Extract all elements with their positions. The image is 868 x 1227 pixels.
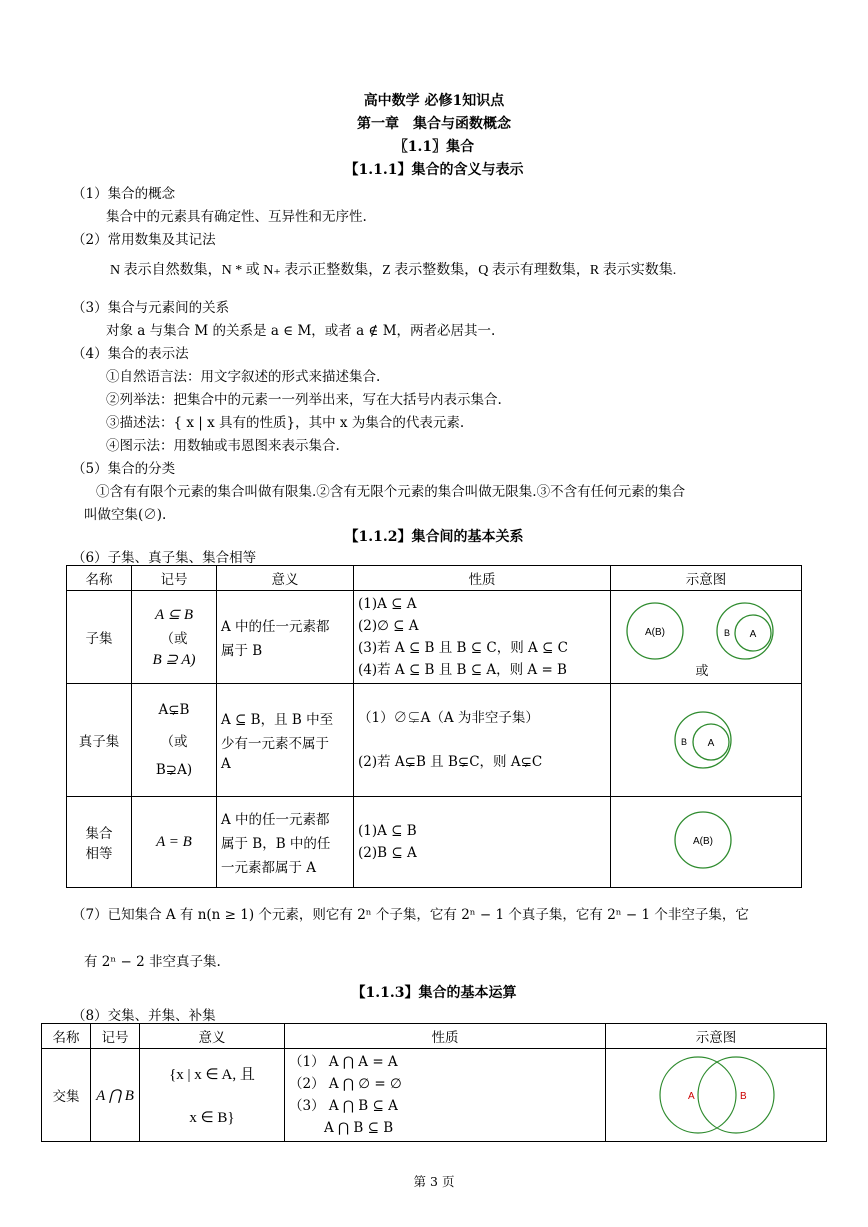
page-number: 第 3 页 <box>413 1174 455 1189</box>
name-line: 相等 <box>85 846 113 862</box>
row-properties <box>354 797 611 888</box>
property-line: （2） A ⋂ ∅ = ∅ <box>289 1076 402 1092</box>
text-classification-1: ①含有有限个元素的集合叫做有限集.②含有无限个元素的集合叫做无限集.③不含有任何元素的集合 <box>96 484 686 500</box>
row-symbol: A ⋂ B <box>91 1049 140 1142</box>
property-line: (4)若 A ⊆ B 且 B ⊆ A，则 A = B <box>358 662 567 678</box>
subset-relations-table <box>66 565 802 888</box>
row-meaning <box>217 797 354 888</box>
row-diagram <box>611 684 802 797</box>
venn-label: A(B) <box>693 836 713 847</box>
text-subset-count-2: 有 2ⁿ − 2 非空真子集. <box>84 954 221 970</box>
col-properties: 性质 <box>285 1024 606 1049</box>
symbol-line: （或 <box>160 734 188 750</box>
subsection-title-1: 【1.1.1】集合的含义与表示 <box>344 162 524 178</box>
method-description: ③描述法：{ x | x 具有的性质}，其中 x 为集合的代表元素. <box>106 415 465 431</box>
row-diagram <box>611 797 802 888</box>
property-line: (2)∅ ⊆ A <box>358 618 419 634</box>
meaning-line: 一元素都属于 A <box>221 860 317 876</box>
table-row <box>67 797 802 888</box>
table-row <box>67 684 802 797</box>
text-classification-2: 叫做空集(∅). <box>84 507 167 523</box>
set-operations-table <box>41 1023 827 1142</box>
col-meaning: 意义 <box>217 566 354 591</box>
meaning-line: A <box>221 756 231 772</box>
text-subset-count-1: （7）已知集合 A 有 n(n ≥ 1) 个元素，则它有 2ⁿ 个子集，它有 2ⁿ − 1 个真子集，它有 2ⁿ − 1 个非空子集，它 <box>72 907 749 923</box>
venn-label-b: B <box>740 1091 747 1102</box>
row-name: 真子集 <box>67 684 132 797</box>
property-line: (1)A ⊆ A <box>358 596 417 612</box>
text-element-relation: 对象 a 与集合 M 的关系是 a ∈ M，或者 a ∉ M，两者必居其一. <box>106 323 496 339</box>
property-line: (3)若 A ⊆ B 且 B ⊆ C，则 A ⊆ C <box>358 640 568 656</box>
section-title: 〖1.1〗集合 <box>393 139 475 155</box>
heading-subsets: （6）子集、真子集、集合相等 <box>72 550 257 566</box>
meaning-line: 少有一元素不属于 <box>221 736 329 752</box>
venn-proper-subset-diagram <box>611 684 793 792</box>
property-line: A ⋂ B ⊆ B <box>324 1120 394 1136</box>
row-properties <box>285 1049 606 1142</box>
col-diagram: 示意图 <box>611 566 802 591</box>
venn-subset-diagram <box>611 591 793 679</box>
meaning-line: A ⊆ B，且 B 中至 <box>221 712 334 728</box>
row-name <box>67 797 132 888</box>
method-diagram: ④图示法：用数轴或韦恩图来表示集合. <box>106 438 340 454</box>
meaning-line: 属于 B <box>221 643 263 659</box>
meaning-line: A 中的任一元素都 <box>221 619 330 635</box>
venn-intersection-diagram <box>606 1050 820 1136</box>
text-concept: 集合中的元素具有确定性、互异性和无序性. <box>106 209 367 225</box>
venn-label-b: B <box>724 628 731 638</box>
property-line: （1）∅⊊A（A 为非空子集） <box>358 710 539 726</box>
property-line: （1） A ⋂ A = A <box>289 1054 398 1070</box>
col-symbol: 记号 <box>91 1024 140 1049</box>
table-row <box>42 1049 827 1142</box>
name-line: 集合 <box>85 826 113 842</box>
doc-title: 高中数学 必修1知识点 <box>363 93 505 109</box>
venn-label-a: A <box>688 1091 695 1102</box>
heading-number-sets: （2）常用数集及其记法 <box>72 232 216 248</box>
row-name: 子集 <box>67 591 132 684</box>
symbol-line: （或 <box>160 631 188 647</box>
row-meaning <box>217 591 354 684</box>
venn-label-a: A <box>707 738 715 749</box>
row-meaning <box>140 1049 285 1142</box>
row-diagram <box>606 1049 827 1142</box>
method-enumeration: ②列举法：把集合中的元素一一列举出来，写在大括号内表示集合. <box>106 392 502 408</box>
heading-classification: （5）集合的分类 <box>72 461 176 477</box>
meaning-line: 属于 B，B 中的任 <box>221 836 331 852</box>
property-line: (2)B ⊆ A <box>358 845 417 861</box>
col-name: 名称 <box>67 566 132 591</box>
meaning-line: x ∈ B} <box>189 1110 235 1126</box>
property-line: （3） A ⋂ B ⊆ A <box>289 1098 398 1114</box>
text-number-sets: N 表示自然数集，N * 或 N₊ 表示正整数集，Z 表示整数集，Q 表示有理数集，R 表示实数集. <box>110 263 677 278</box>
venn-label-a: A <box>749 629 757 640</box>
row-symbol <box>132 591 217 684</box>
row-symbol <box>132 684 217 797</box>
row-symbol: A = B <box>132 797 217 888</box>
col-symbol: 记号 <box>132 566 217 591</box>
symbol-line: B ⊇ A) <box>152 652 196 668</box>
meaning-line: A 中的任一元素都 <box>221 812 330 828</box>
or-label: 或 <box>695 664 709 679</box>
venn-equal-diagram <box>611 797 793 883</box>
heading-representation: （4）集合的表示法 <box>72 346 189 362</box>
subsection-title-2: 【1.1.2】集合间的基本关系 <box>344 529 524 545</box>
row-properties <box>354 591 611 684</box>
heading-element-relation: （3）集合与元素间的关系 <box>72 300 230 316</box>
row-diagram <box>611 591 802 684</box>
row-meaning <box>217 684 354 797</box>
property-line: (2)若 A⊊B 且 B⊊C，则 A⊊C <box>358 754 543 770</box>
method-natural-language: ①自然语言法：用文字叙述的形式来描述集合. <box>106 369 381 385</box>
row-properties <box>354 684 611 797</box>
symbol-line: A ⊆ B <box>154 607 194 623</box>
subsection-title-3: 【1.1.3】集合的基本运算 <box>351 985 517 1001</box>
col-name: 名称 <box>42 1024 91 1049</box>
col-properties: 性质 <box>354 566 611 591</box>
col-diagram: 示意图 <box>606 1024 827 1049</box>
row-name: 交集 <box>42 1049 91 1142</box>
venn-label-b: B <box>681 737 688 747</box>
property-line: (1)A ⊆ B <box>358 823 417 839</box>
heading-concept: （1）集合的概念 <box>72 186 176 202</box>
symbol-line: B⊋A) <box>155 762 193 778</box>
meaning-line: {x | x ∈ A, 且 <box>169 1067 255 1083</box>
col-meaning: 意义 <box>140 1024 285 1049</box>
chapter-title: 第一章 集合与函数概念 <box>357 116 511 132</box>
table-row <box>67 591 802 684</box>
symbol-line: A⊊B <box>158 702 190 718</box>
heading-operations: （8）交集、并集、补集 <box>72 1008 216 1024</box>
venn-label: A(B) <box>645 627 665 638</box>
